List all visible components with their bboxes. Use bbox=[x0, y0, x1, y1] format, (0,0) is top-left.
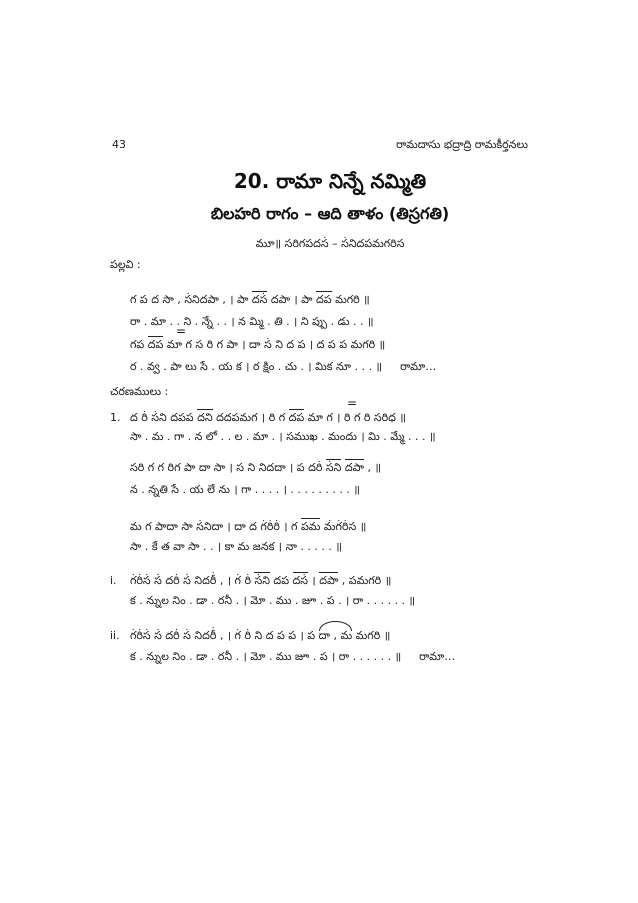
charanam-ii-line-1 bbox=[110, 629, 390, 643]
notation-text: ర . వ్వ . పా లు సే . య క । ర క్షిం . చు . । మిక నూ . . . ॥ bbox=[130, 360, 383, 373]
notation-text: సా . కే త వా సా . . । కా మ జనక । నా . . . . . ॥ bbox=[130, 540, 342, 553]
charanam-2-line-1 bbox=[130, 461, 381, 475]
lyric-segments bbox=[130, 650, 401, 663]
notation-text: దప bbox=[269, 574, 293, 587]
overlined-swara-group: దప bbox=[147, 338, 164, 351]
notation-segments bbox=[130, 409, 406, 424]
notation-text: ద రి̇ స̇ని దపప bbox=[130, 411, 198, 424]
notation-text: గ̇రి̇స̇ స̇ దరి̇ స̇ నిదరీ̇ , । గ̇ రి̇ ని ద ప ప । ప bbox=[130, 629, 319, 642]
overlined-swara-group: దప bbox=[315, 293, 332, 306]
charanam-i-line-2 bbox=[130, 594, 415, 608]
overlined-swara-group: దపా bbox=[319, 574, 339, 587]
refrain-cue: రామా… bbox=[419, 650, 456, 663]
notation-text: గప bbox=[130, 338, 148, 351]
charanam-i-line-1 bbox=[110, 574, 391, 588]
pallavi-line-1 bbox=[130, 293, 370, 307]
lyric-segments bbox=[130, 430, 436, 443]
notation-text: రా . మా . . ని . న్నే . . । న మ్మి . తి . । ని ప్పు . డు . . ॥ bbox=[130, 315, 374, 328]
pallavi-heading: పల్లవి : bbox=[110, 258, 141, 271]
notation-segments bbox=[130, 518, 366, 533]
notation-text: మ గ పాదా సా స̇నిదా । దా ద గ̇రి̇రి̇ । గ bbox=[130, 520, 301, 533]
overlined-swara-group: దస̇ bbox=[251, 293, 268, 306]
refrain-cue: రామా… bbox=[400, 360, 437, 373]
scale-line: మూ॥ సరిగపదస̇ – స̇నిదపమగరిస bbox=[255, 237, 405, 250]
notation-text: క . న్నుల నిం . డా . రనీ . । మో . ము జూ . ప । రా . . . . . . ॥ bbox=[130, 650, 402, 663]
notation-text: దపా । పా bbox=[267, 293, 316, 306]
notation-segments bbox=[130, 572, 391, 587]
pallavi-line-3 bbox=[130, 338, 385, 352]
lyric-segments bbox=[130, 360, 382, 373]
notation-text: గ̇రి̇స̇ స̇ దరి̇ స̇ నిదరీ̇ , । గ̇ రి̇ bbox=[130, 574, 255, 587]
tied-swara-group: దా , మ bbox=[318, 629, 353, 642]
notation-segments bbox=[130, 336, 385, 351]
charanam-1-line-1 bbox=[110, 411, 406, 425]
charanam-2-line-2 bbox=[130, 483, 360, 497]
charanam-3-line-1 bbox=[130, 520, 366, 534]
notation-text: మగరి ॥ bbox=[352, 629, 391, 642]
double-speed-mark: = bbox=[176, 324, 187, 338]
raga-tala-heading: బిలహరి రాగం – ఆది తాళం (తిస్రగతి) bbox=[210, 204, 450, 223]
notation-text: మ̇గ̇రి̇స ॥ bbox=[320, 520, 367, 533]
overlined-swara-group: స̇ని bbox=[254, 574, 270, 587]
notation-text: క . న్నుల నిం . డా . రనీ . । మో . ము . జూ . ప . । రా . . . . . . ॥ bbox=[130, 594, 416, 607]
notation-text: మా గ । రి గ రి సరిధ ॥ bbox=[304, 411, 407, 424]
pallavi-line-4 bbox=[130, 360, 436, 374]
notation-segments bbox=[130, 629, 390, 642]
lyric-segments bbox=[130, 540, 342, 553]
charanam-1-line-2 bbox=[130, 430, 436, 444]
overlined-swara-group: దస̇ bbox=[292, 574, 309, 587]
page-number: 43 bbox=[112, 138, 126, 151]
running-title: రామదాసు భద్రాద్రి రామకీర్తనలు bbox=[396, 138, 528, 151]
notation-segments bbox=[130, 291, 370, 306]
notation-text: , పమగరి ॥ bbox=[338, 574, 392, 587]
notation-text: న . న్నతి సే . య లే ను । గా . . . . । . . . . . . . . . ॥ bbox=[130, 483, 360, 496]
charanam-ii-line-2 bbox=[130, 650, 455, 664]
overlined-swara-group: స̇ని bbox=[325, 461, 342, 474]
charanam-3-line-2 bbox=[130, 540, 342, 554]
notation-text: దదపమగ । రి గ bbox=[212, 411, 289, 424]
overlined-swara-group: దపా bbox=[344, 461, 364, 474]
charanam-number: i. bbox=[110, 574, 117, 587]
lyric-segments bbox=[130, 315, 374, 328]
notation-text: గ ప ద సా , స̇నిదపా , । పా bbox=[130, 293, 252, 306]
song-title: 20. రామా నిన్నే నమ్మితి bbox=[233, 169, 427, 193]
charanam-heading: చరణములు : bbox=[110, 385, 169, 398]
notation-text: । bbox=[308, 574, 320, 587]
lyric-segments bbox=[130, 483, 360, 496]
pallavi-line-2 bbox=[130, 315, 374, 329]
notation-text: మా గ స రి గ పా । దా స̇ ని ద ప । ద ప ప మగరి ॥ bbox=[163, 338, 386, 351]
notation-text: , ॥ bbox=[363, 461, 382, 474]
lyric-segments bbox=[130, 594, 415, 607]
charanam-number: ii. bbox=[110, 629, 120, 642]
charanam-number: 1. bbox=[110, 411, 121, 424]
overlined-swara-group: దని bbox=[197, 411, 213, 424]
overlined-swara-group: పమ bbox=[300, 520, 321, 533]
notation-text: మగరి ॥ bbox=[331, 293, 370, 306]
double-speed-mark: = bbox=[347, 396, 358, 410]
notation-text: సా . మ . గా . న లో . . ల . మా . । సముఖ . మందు । మి . మ్మే . . . ॥ bbox=[130, 430, 436, 443]
notation-text: సరి గ గ రిగ పా దా సా । స ని నిదదా । ప దరి̇ bbox=[130, 461, 326, 474]
notation-segments bbox=[130, 459, 381, 474]
overlined-swara-group: దప bbox=[288, 411, 305, 424]
